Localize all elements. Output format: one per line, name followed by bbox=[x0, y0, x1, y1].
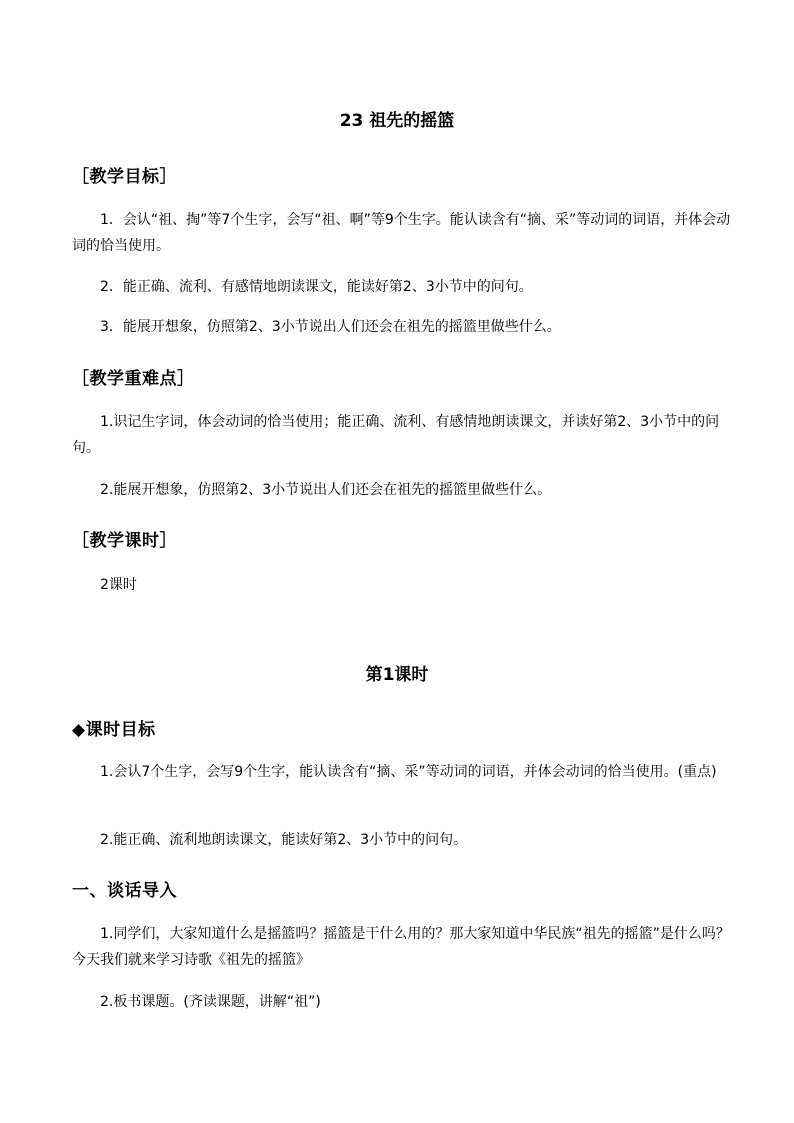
list-item: 1.识记生字词，体会动词的恰当使用；能正确、流利、有感情地朗读课文，并读好第2、3小节中的问句。 bbox=[72, 414, 720, 456]
hours-text-wrap bbox=[72, 572, 732, 598]
lesson-goals-list bbox=[72, 759, 732, 785]
list-item: 2.能正确、流利地朗读课文，能读好第2、3小节中的问句。 bbox=[100, 832, 468, 848]
hours-heading: ［教学课时］ bbox=[72, 531, 177, 551]
list-item: 1．会认“祖、掏”等7个生字，会写“祖、啊”等9个生字。能认读含有“摘、采”等动词的词语，并体会动词的恰当使用。 bbox=[72, 212, 731, 254]
list-item: 2.能展开想象，仿照第2、3小节说出人们还会在祖先的摇篮里做些什么。 bbox=[100, 482, 552, 498]
goals-list-2 bbox=[72, 274, 732, 300]
goals-heading: ［教学目标］ bbox=[72, 167, 177, 187]
lesson-goals-list-2 bbox=[72, 827, 732, 853]
list-item: 2.板书课题。(齐读课题，讲解“祖”) bbox=[100, 994, 321, 1010]
lesson-goals-heading: ◆课时目标 bbox=[72, 720, 156, 740]
keypoints-heading: ［教学重难点］ bbox=[72, 369, 195, 389]
document-title: 23 祖先的摇篮 bbox=[339, 111, 455, 131]
hours-text: 2课时 bbox=[100, 577, 137, 593]
keypoints-list-2 bbox=[72, 477, 732, 503]
list-item: 3．能展开想象，仿照第2、3小节说出人们还会在祖先的摇篮里做些什么。 bbox=[100, 319, 561, 335]
part1-list bbox=[72, 921, 732, 973]
list-item: 1.同学们，大家知道什么是摇篮吗？摇篮是干什么用的？那大家知道中华民族“祖先的摇篮”是什么吗？今天我们就来学习诗歌《祖先的摇篮》 bbox=[72, 926, 730, 968]
part1-list-2 bbox=[72, 989, 732, 1015]
goals-list bbox=[72, 207, 732, 259]
list-item: 1.会认7个生字，会写9个生字，能认读含有“摘、采”等动词的词语，并体会动词的恰当使用。(重点) bbox=[100, 764, 717, 780]
lesson-title: 第1课时 bbox=[365, 665, 429, 685]
keypoints-list bbox=[72, 409, 732, 461]
list-item: 2．能正确、流利、有感情地朗读课文，能读好第2、3小节中的问句。 bbox=[100, 279, 533, 295]
part1-heading: 一、谈话导入 bbox=[72, 881, 177, 901]
goals-list-3 bbox=[72, 314, 732, 340]
